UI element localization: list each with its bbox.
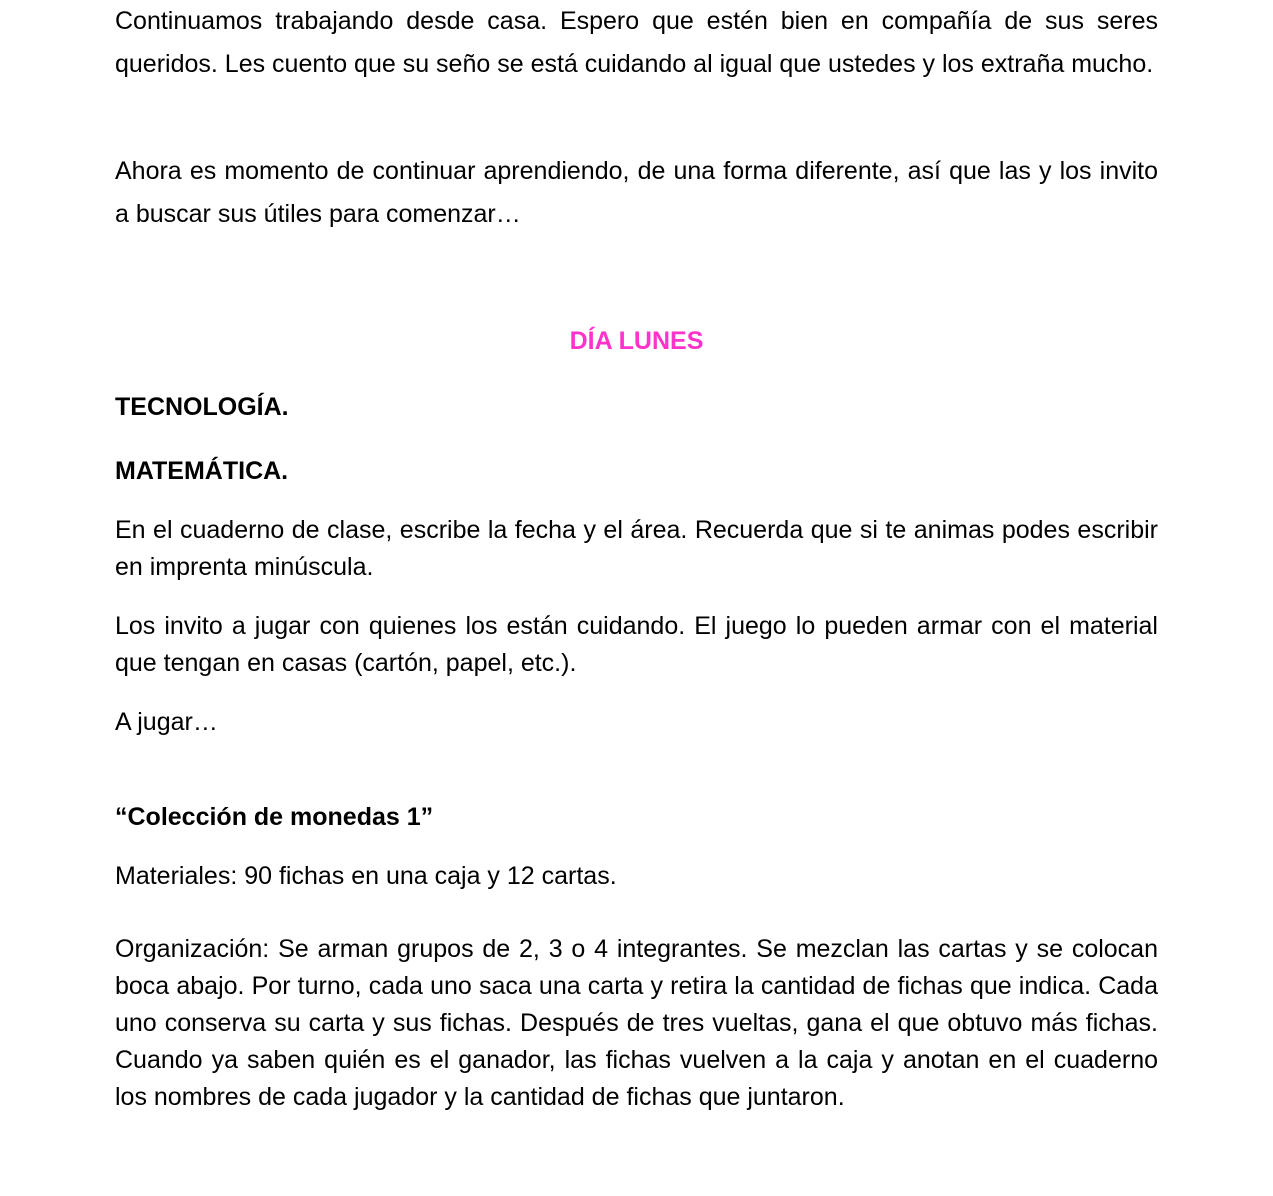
subject-math-heading: MATEMÁTICA.	[115, 457, 289, 485]
game-organization: Organización: Se arman grupos de 2, 3 o 4 integrantes. Se mezclan las cartas y se colocan boca abajo. Por turno, cada uno saca una carta y retira la cantidad de fichas que indica. Cada uno conserva su carta y sus fichas. Después de tres vueltas, gana el que obtuvo más fichas. Cuando ya saben quién es el ganador, las fichas vuelven a la caja y anotan en el cuaderno los nombres de cada jugador y la cantidad de fichas que juntaron.	[115, 935, 1158, 1111]
subject-technology-heading: TECNOLOGÍA.	[115, 393, 289, 421]
intro-paragraph-2: Ahora es momento de continuar aprendiendo, de una forma diferente, así que las y los invito a buscar sus útiles para comenzar…	[115, 157, 1158, 228]
intro-paragraph-1: Continuamos trabajando desde casa. Espero que estén bien en compañía de sus seres queridos. Les cuento que su seño se está cuidando al igual que ustedes y los extraña mucho.	[115, 7, 1158, 78]
game-materials: Materiales: 90 fichas en una caja y 12 cartas.	[115, 862, 617, 890]
notebook-instruction: En el cuaderno de clase, escribe la fecha y el área. Recuerda que si te animas podes escribir en imprenta minúscula.	[115, 516, 1158, 581]
lets-play-text: A jugar…	[115, 708, 218, 736]
game-title: “Colección de monedas 1”	[115, 803, 434, 831]
play-invitation: Los invito a jugar con quienes los están cuidando. El juego lo pueden armar con el material que tengan en casas (cartón, papel, etc.).	[115, 612, 1158, 677]
day-heading: DÍA LUNES	[569, 327, 704, 355]
